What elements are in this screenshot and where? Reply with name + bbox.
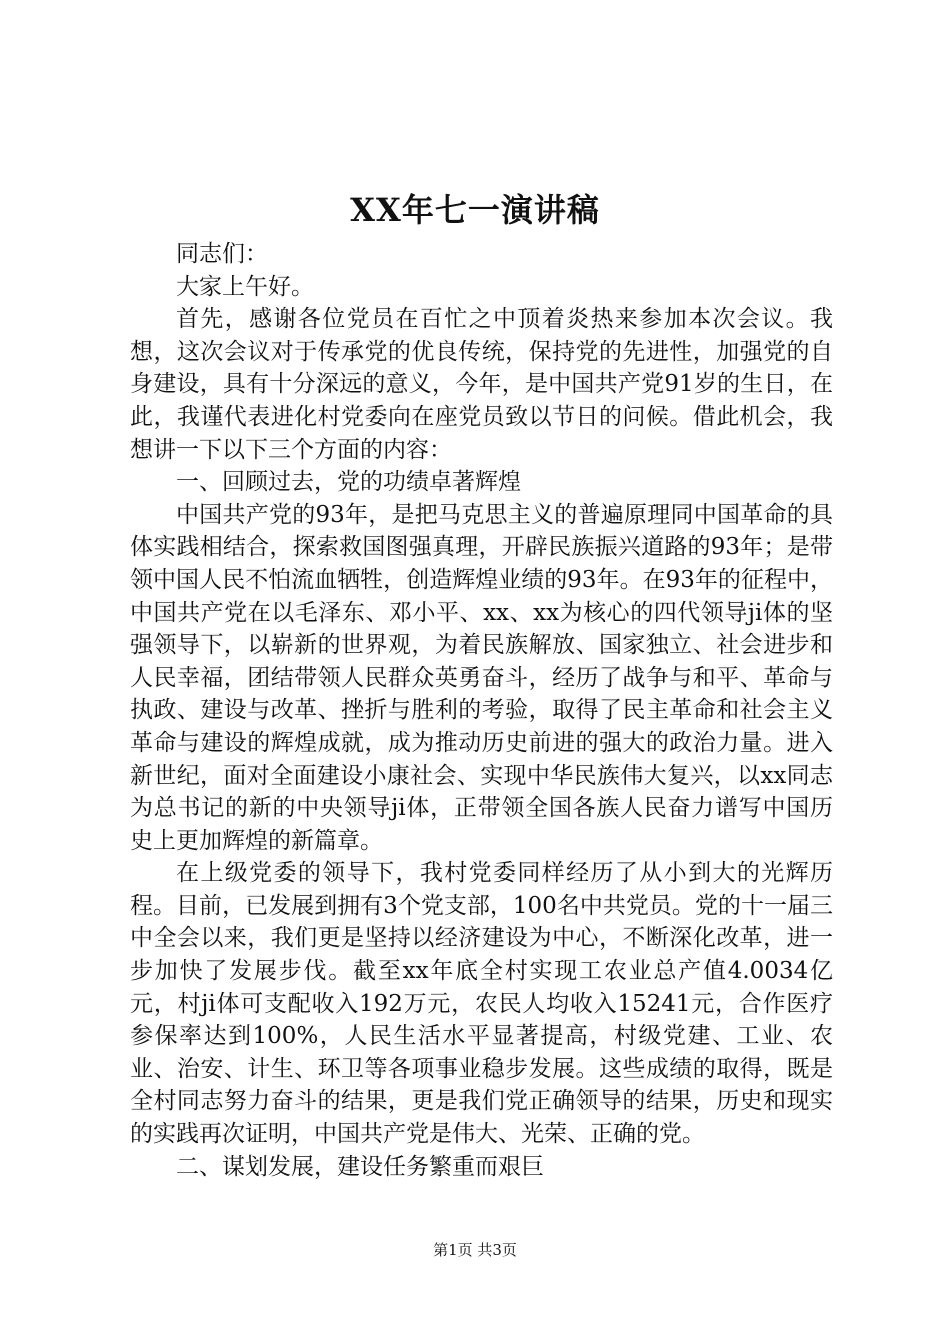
section-heading-2: 二、谋划发展，建设任务繁重而艰巨 xyxy=(176,1153,544,1180)
document-title: XX年七一演讲稿 xyxy=(350,191,600,229)
greeting: 大家上午好。 xyxy=(176,273,314,300)
intro-paragraph: 首先，感谢各位党员在百忙之中顶着炎热来参加本次会议。我想，这次会议对于传承党的优良传统，保持党的先进性，加强党的自身建设，具有十分深远的意义，今年，是中国共产党91岁的生日，在此，我谨代表进化村党委向在座党员致以节日的问候。借此机会，我想讲一下以下三个方面的内容： xyxy=(130,306,833,463)
document-body xyxy=(130,238,833,1183)
page-footer: 第1页 共3页 xyxy=(433,1241,517,1259)
history-paragraph: 中国共产党的93年，是把马克思主义的普遍原理同中国革命的具体实践相结合，探索救国图强真理，开辟民族振兴道路的93年；是带领中国人民不怕流血牺牲，创造辉煌业绩的93年。在93年的征程中，中国共产党在以毛泽东、邓小平、xx、xx为核心的四代领导ji体的坚强领导下，以崭新的世界观，为着民族解放、国家独立、社会进步和人民幸福，团结带领人民群众英勇奋斗，经历了战争与和平、革命与执政、建设与改革、挫折与胜利的考验，取得了民主革命和社会主义革命与建设的辉煌成就，成为推动历史前进的强大的政治力量。进入新世纪，面对全面建设小康社会、实现中华民族伟大复兴，以xx同志为总书记的新的中央领导ji体，正带领全国各族人民奋力谱写中国历史上更加辉煌的新篇章。 xyxy=(130,501,833,854)
salutation: 同志们： xyxy=(176,241,268,267)
village-paragraph: 在上级党委的领导下，我村党委同样经历了从小到大的光辉历程。目前，已发展到拥有3个党支部，100名中共党员。党的十一届三中全会以来，我们更是坚持以经济建设为中心，不断深化改革，进一步加快了发展步伐。截至xx年底全村实现工农业总产值4.0034亿元，村ji体可支配收入192万元，农民人均收入15241元，合作医疗参保率达到100%，人民生活水平显著提高，村级党建、工业、农业、治安、计生、环卫等各项事业稳步发展。这些成绩的取得，既是全村同志努力奋斗的结果，更是我们党正确领导的结果，历史和现实的实践再次证明，中国共产党是伟大、光荣、正确的党。 xyxy=(130,860,833,1148)
section-heading-1: 一、回顾过去，党的功绩卓著辉煌 xyxy=(176,469,521,496)
